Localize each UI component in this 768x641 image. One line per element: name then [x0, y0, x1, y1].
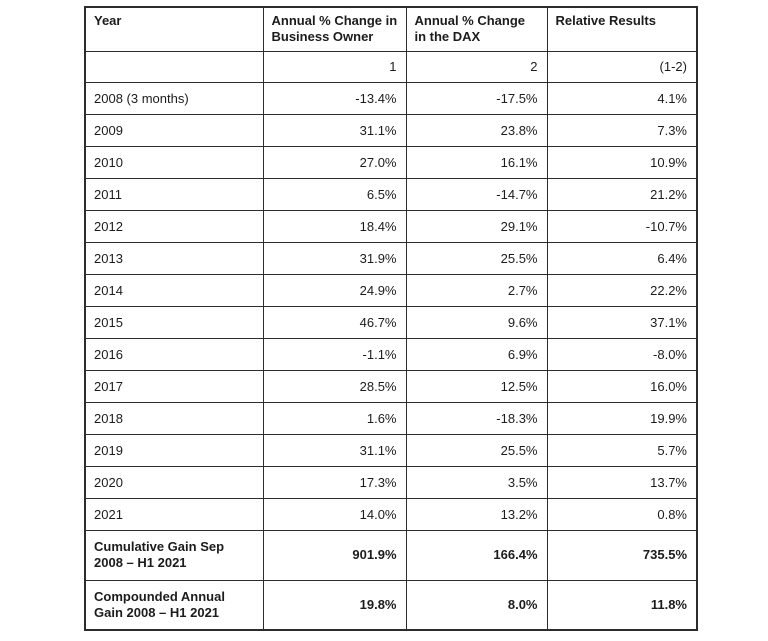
table-row: [85, 210, 697, 242]
header-row: [85, 7, 697, 51]
business-owner-cell: 46.7%: [263, 306, 406, 338]
summary-business-owner-cell: 901.9%: [263, 530, 406, 580]
dax-cell: 29.1%: [406, 210, 547, 242]
table-row: [85, 498, 697, 530]
relative-results-cell: 21.2%: [547, 178, 697, 210]
table-row: [85, 114, 697, 146]
year-cell: 2016: [85, 338, 263, 370]
relative-results-cell: 19.9%: [547, 402, 697, 434]
table-row: [85, 146, 697, 178]
summary-row: [85, 530, 697, 580]
dax-cell: 9.6%: [406, 306, 547, 338]
dax-cell: 25.5%: [406, 242, 547, 274]
dax-cell: 3.5%: [406, 466, 547, 498]
dax-cell: -17.5%: [406, 82, 547, 114]
table-row: [85, 274, 697, 306]
year-cell: 2013: [85, 242, 263, 274]
year-cell: 2021: [85, 498, 263, 530]
year-cell: 2008 (3 months): [85, 82, 263, 114]
table-row: [85, 434, 697, 466]
column-header-year: Year: [85, 7, 263, 51]
relative-results-cell: -8.0%: [547, 338, 697, 370]
business-owner-cell: 31.1%: [263, 434, 406, 466]
column-header-relative-results: Relative Results: [547, 7, 697, 51]
relative-results-cell: 6.4%: [547, 242, 697, 274]
table-row: [85, 338, 697, 370]
relative-results-cell: 7.3%: [547, 114, 697, 146]
business-owner-cell: 28.5%: [263, 370, 406, 402]
year-cell: 2010: [85, 146, 263, 178]
dax-cell: 23.8%: [406, 114, 547, 146]
business-owner-cell: 31.1%: [263, 114, 406, 146]
business-owner-cell: 1.6%: [263, 402, 406, 434]
year-cell: 2020: [85, 466, 263, 498]
dax-cell: 12.5%: [406, 370, 547, 402]
index-cell-1: 1: [263, 51, 406, 82]
column-header-dax: Annual % Change in the DAX: [406, 7, 547, 51]
business-owner-cell: -1.1%: [263, 338, 406, 370]
dax-cell: 13.2%: [406, 498, 547, 530]
table-row: [85, 466, 697, 498]
business-owner-cell: 14.0%: [263, 498, 406, 530]
year-cell: 2017: [85, 370, 263, 402]
table-row: [85, 82, 697, 114]
table-row: [85, 370, 697, 402]
business-owner-cell: 6.5%: [263, 178, 406, 210]
dax-cell: -18.3%: [406, 402, 547, 434]
relative-results-cell: 13.7%: [547, 466, 697, 498]
dax-cell: 16.1%: [406, 146, 547, 178]
business-owner-cell: 24.9%: [263, 274, 406, 306]
business-owner-cell: 18.4%: [263, 210, 406, 242]
table-row: [85, 306, 697, 338]
summary-relative-results-cell: 11.8%: [547, 580, 697, 630]
year-cell: 2012: [85, 210, 263, 242]
index-cell-2: 2: [406, 51, 547, 82]
summary-dax-cell: 166.4%: [406, 530, 547, 580]
summary-row: [85, 580, 697, 630]
index-cell-blank: [85, 51, 263, 82]
table-row: [85, 402, 697, 434]
summary-label-cell: Cumulative Gain Sep 2008 – H1 2021: [85, 530, 263, 580]
summary-relative-results-cell: 735.5%: [547, 530, 697, 580]
relative-results-cell: 37.1%: [547, 306, 697, 338]
relative-results-cell: 4.1%: [547, 82, 697, 114]
relative-results-cell: 5.7%: [547, 434, 697, 466]
table-row: [85, 178, 697, 210]
column-index-row: [85, 51, 697, 82]
year-cell: 2009: [85, 114, 263, 146]
table-row: [85, 242, 697, 274]
year-cell: 2018: [85, 402, 263, 434]
business-owner-cell: -13.4%: [263, 82, 406, 114]
relative-results-cell: -10.7%: [547, 210, 697, 242]
year-cell: 2015: [85, 306, 263, 338]
summary-business-owner-cell: 19.8%: [263, 580, 406, 630]
dax-cell: 25.5%: [406, 434, 547, 466]
business-owner-cell: 17.3%: [263, 466, 406, 498]
dax-cell: -14.7%: [406, 178, 547, 210]
dax-cell: 6.9%: [406, 338, 547, 370]
relative-results-cell: 10.9%: [547, 146, 697, 178]
index-cell-formula: (1-2): [547, 51, 697, 82]
business-owner-cell: 31.9%: [263, 242, 406, 274]
relative-results-cell: 22.2%: [547, 274, 697, 306]
year-cell: 2014: [85, 274, 263, 306]
dax-cell: 2.7%: [406, 274, 547, 306]
summary-label-cell: Compounded Annual Gain 2008 – H1 2021: [85, 580, 263, 630]
year-cell: 2011: [85, 178, 263, 210]
relative-results-cell: 0.8%: [547, 498, 697, 530]
business-owner-cell: 27.0%: [263, 146, 406, 178]
column-header-business-owner: Annual % Change in Business Owner: [263, 7, 406, 51]
relative-results-cell: 16.0%: [547, 370, 697, 402]
summary-dax-cell: 8.0%: [406, 580, 547, 630]
year-cell: 2019: [85, 434, 263, 466]
performance-table: [84, 6, 698, 631]
